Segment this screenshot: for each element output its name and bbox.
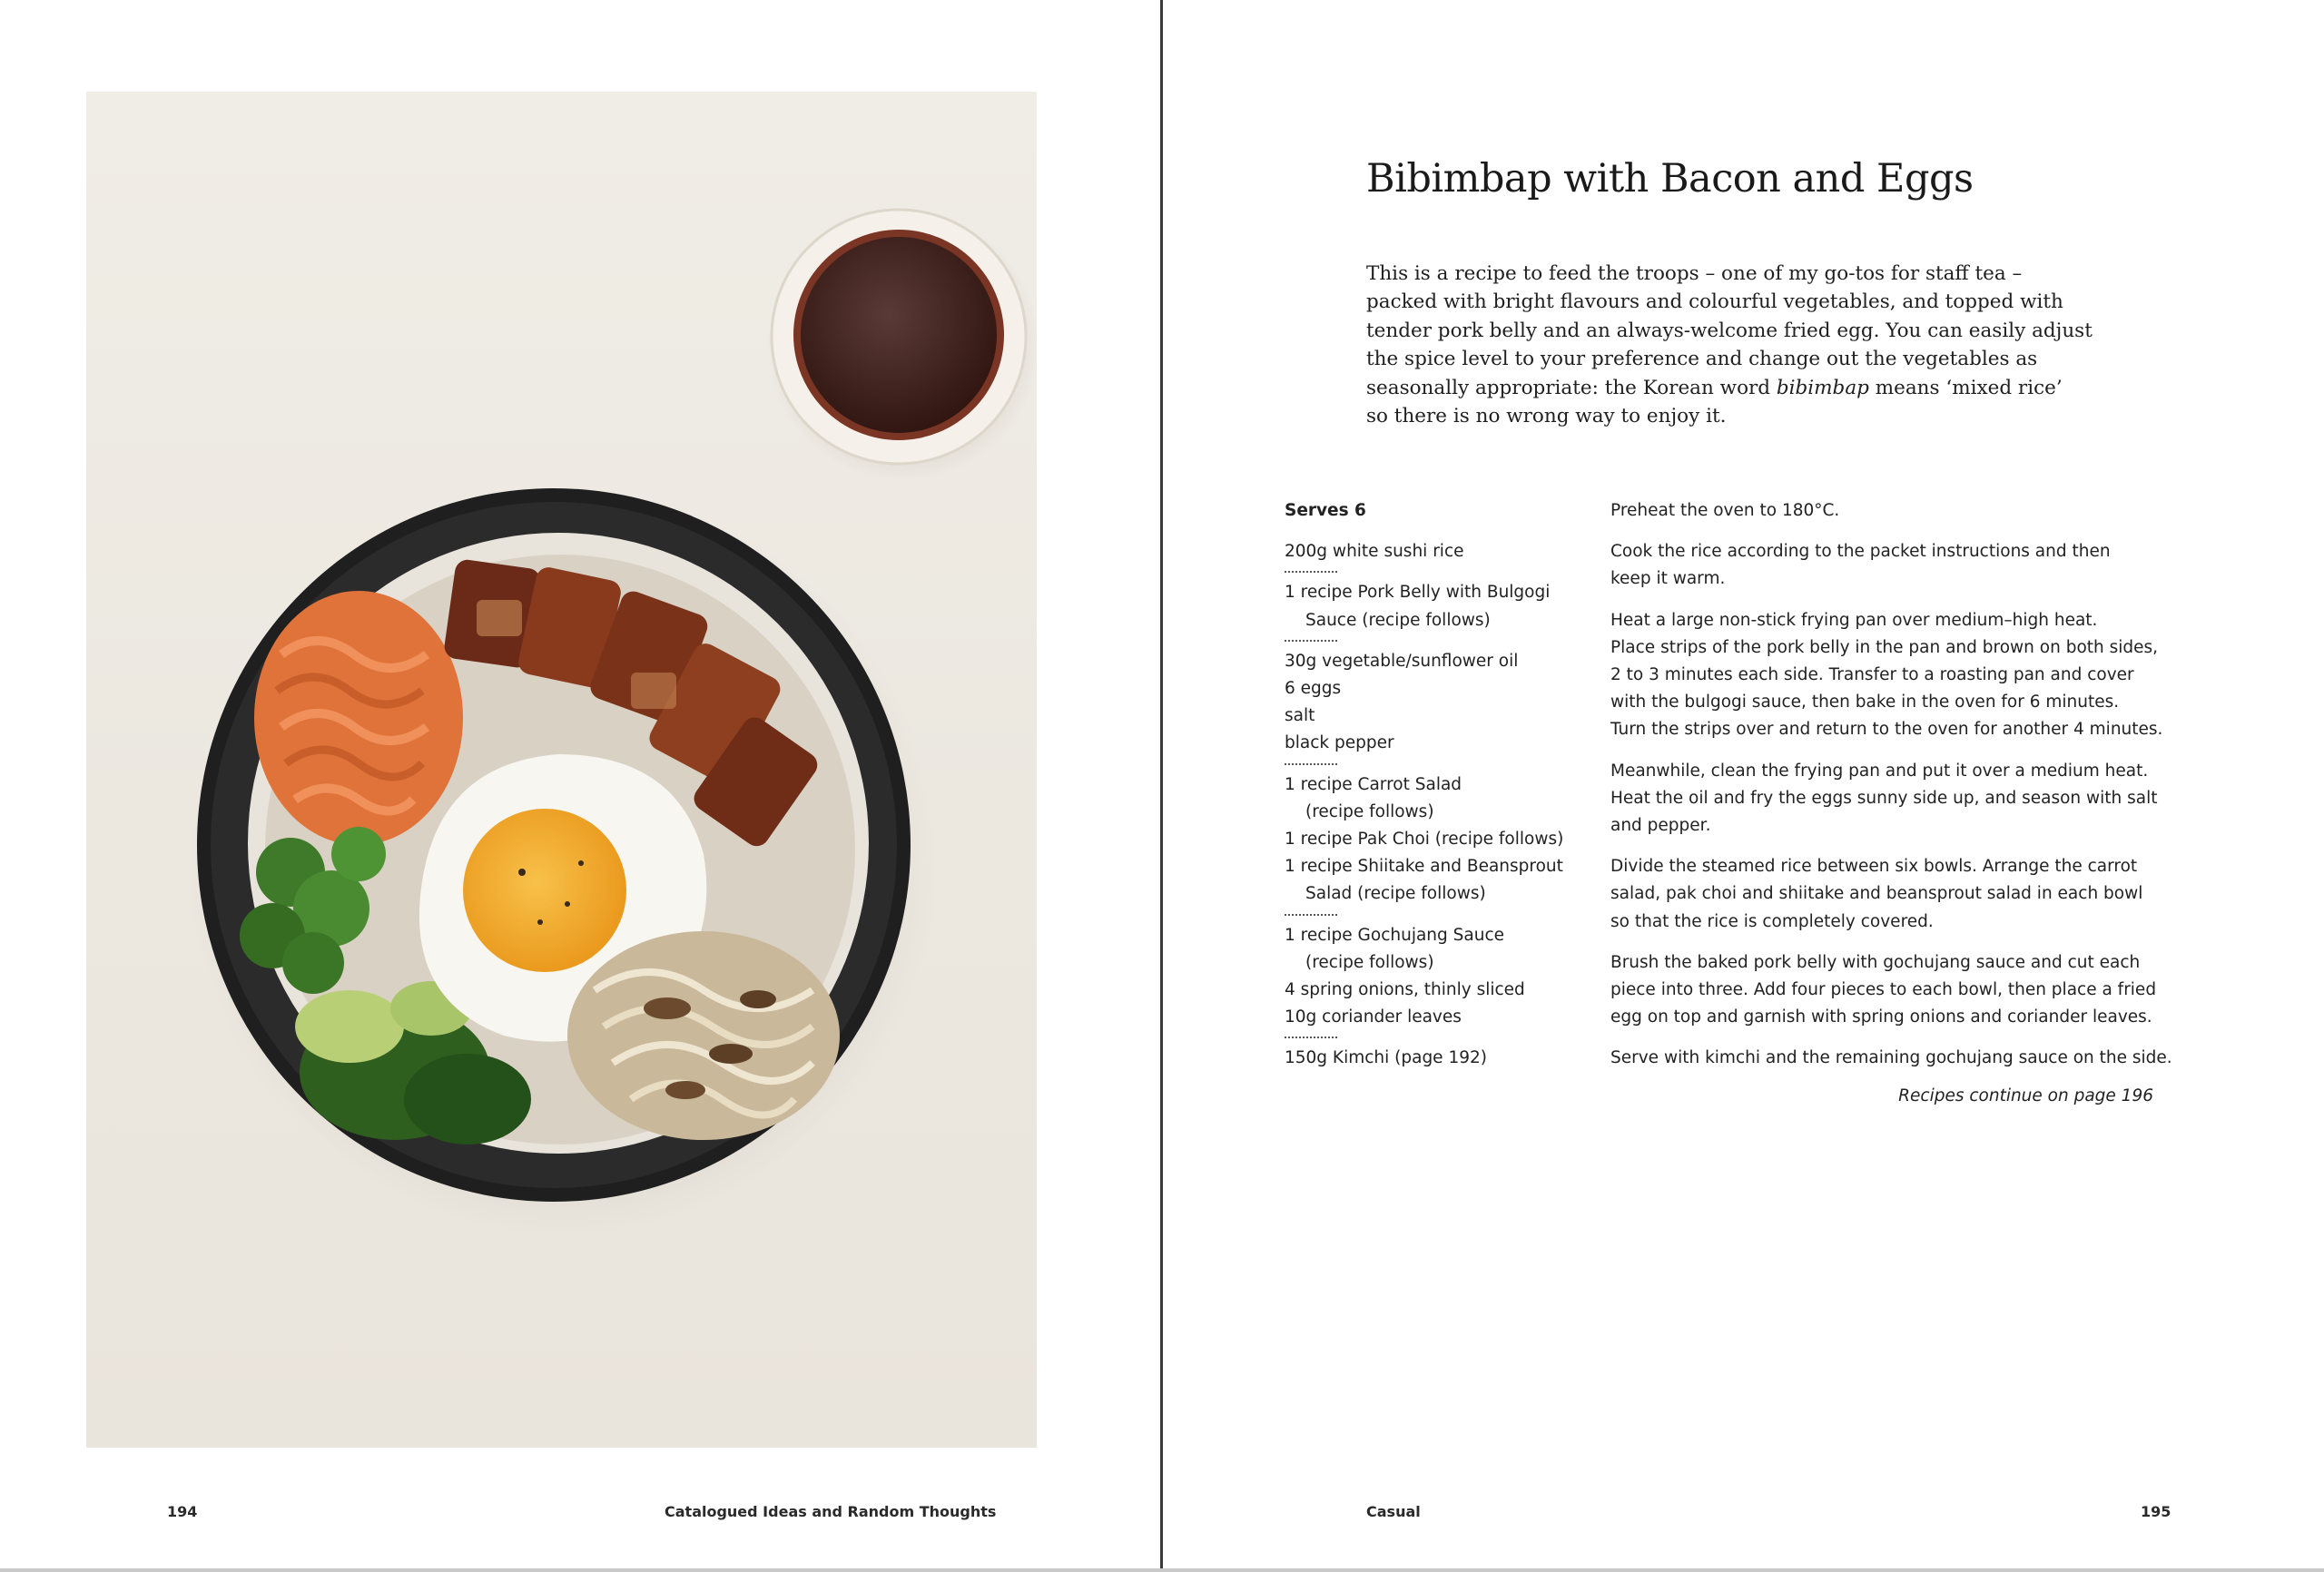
ingredient-group: [1285, 1045, 1593, 1079]
sauce-ramekin: [767, 210, 1037, 482]
method-step: [1610, 949, 2164, 1032]
ingredient-group: [1285, 922, 1593, 1039]
carrot-salad: [254, 591, 463, 845]
serves-label: Serves 6: [1285, 501, 1366, 520]
method-step-line: Divide the steamed rice between six bowls. Arrange the carrot: [1610, 857, 2138, 877]
ingredient-item: 4 spring onions, thinly sliced: [1285, 980, 1525, 1000]
method-step-line: Turn the strips over and return to the oven for another 4 minutes.: [1610, 720, 2163, 740]
ingredient-item: black pepper: [1285, 733, 1394, 753]
method-step-line: Preheat the oven to 180°C.: [1610, 501, 1840, 520]
recipe-intro: [1366, 260, 2093, 430]
recipe-title: Bibimbap with Bacon and Eggs: [1366, 156, 1974, 201]
method-step-line: egg on top and garnish with spring onions and coriander leaves.: [1610, 1007, 2152, 1027]
continue-note: Recipes continue on page 196: [1898, 1086, 2153, 1105]
intro-line: the spice level to your preference and change out the vegetables as: [1366, 348, 2038, 371]
method-step: [1610, 758, 2164, 840]
ingredient-item: 200g white sushi rice: [1285, 542, 1464, 562]
left-page: [0, 0, 1160, 1572]
running-title-right: Casual: [1366, 1503, 1421, 1520]
ingredient-item-continuation: Salad (recipe follows): [1305, 884, 1486, 904]
ingredient-item: 1 recipe Carrot Salad: [1285, 774, 1462, 794]
method-step-line: Brush the baked pork belly with gochujang sauce and cut each: [1610, 952, 2141, 972]
intro-line: tender pork belly and an always-welcome fried egg. You can easily adjust: [1366, 319, 2093, 342]
method-step-line: Serve with kimchi and the remaining gochujang sauce on the side.: [1610, 1048, 2172, 1068]
method-steps: [1610, 497, 2172, 1086]
method-step-line: Meanwhile, clean the frying pan and put it over a medium heat.: [1610, 761, 2149, 781]
method-step-line: piece into three. Add four pieces to each bowl, then place a fried: [1610, 980, 2157, 1000]
folio-left: 194: [167, 1503, 198, 1520]
intro-emphasis: bibimbap: [1776, 376, 1869, 399]
method-step: [1610, 1045, 2172, 1072]
ingredient-group: [1285, 648, 1593, 765]
method-step-line: Heat the oil and fry the eggs sunny side up, and season with salt: [1610, 788, 2158, 808]
method-step-line: Place strips of the pork belly in the pan and brown on both sides,: [1610, 637, 2159, 657]
ingredient-group: [1285, 538, 1593, 573]
ingredient-item: 1 recipe Pak Choi (recipe follows): [1285, 830, 1564, 850]
intro-text: means ‘mixed rice’: [1868, 376, 2063, 399]
shiitake-beansprout-salad: [567, 931, 840, 1140]
method-step-line: salad, pak choi and shiitake and beansprout salad in each bowl: [1610, 884, 2143, 904]
intro-line: so there is no wrong way to enjoy it.: [1366, 405, 1727, 428]
ingredient-item: 1 recipe Pork Belly with Bulgogi: [1285, 583, 1551, 603]
ingredient-group: [1285, 579, 1593, 641]
method-step: [1610, 853, 2164, 936]
bibimbap-photo: [86, 92, 1037, 1448]
right-page: [1163, 0, 2324, 1572]
intro-line: packed with bright flavours and colourful vegetables, and topped with: [1366, 290, 2063, 314]
intro-line: This is a recipe to feed the troops – one of my go-tos for staff tea –: [1366, 262, 2023, 285]
intro-text: seasonally appropriate: the Korean word: [1366, 376, 1777, 399]
page-bottom-edge: [0, 1568, 2324, 1572]
ingredient-item-continuation: (recipe follows): [1305, 952, 1434, 972]
ingredient-item: 1 recipe Gochujang Sauce: [1285, 925, 1505, 945]
method-step: [1610, 607, 2164, 744]
ingredient-item-continuation: Sauce (recipe follows): [1305, 610, 1491, 630]
ingredient-item: salt: [1285, 706, 1315, 726]
ingredient-item: 1 recipe Shiitake and Beansprout: [1285, 857, 1563, 877]
method-step-line: with the bulgogi sauce, then bake in the oven for 6 minutes.: [1610, 693, 2120, 712]
method-step-line: so that the rice is completely covered.: [1610, 911, 1934, 931]
method-step-line: Heat a large non-stick frying pan over medium–high heat.: [1610, 610, 2098, 630]
method-step: [1610, 497, 2164, 525]
ingredients-list: [1285, 497, 1593, 1086]
method-step-line: and pepper.: [1610, 816, 1711, 836]
bibimbap-bowl: [197, 488, 911, 1202]
method-step-line: Cook the rice according to the packet instructions and then: [1610, 542, 2111, 562]
ingredient-item-continuation: (recipe follows): [1305, 801, 1434, 821]
ingredient-groups: [1285, 538, 1593, 1079]
ingredient-item: 150g Kimchi (page 192): [1285, 1048, 1487, 1068]
bibimbap-illustration: [86, 92, 1037, 1448]
ingredient-item: 10g coriander leaves: [1285, 1007, 1462, 1027]
method-step-line: 2 to 3 minutes each side. Transfer to a roasting pan and cover: [1610, 665, 2134, 685]
folio-right: 195: [2141, 1503, 2171, 1520]
intro-line: [1366, 374, 2063, 402]
method-step: [1610, 538, 2164, 593]
running-title-left: Catalogued Ideas and Random Thoughts: [665, 1503, 997, 1520]
method-step-line: keep it warm.: [1610, 569, 1726, 589]
ingredient-group: [1285, 771, 1593, 916]
ingredient-item: 30g vegetable/sunflower oil: [1285, 651, 1519, 671]
ingredient-item: 6 eggs: [1285, 679, 1342, 699]
